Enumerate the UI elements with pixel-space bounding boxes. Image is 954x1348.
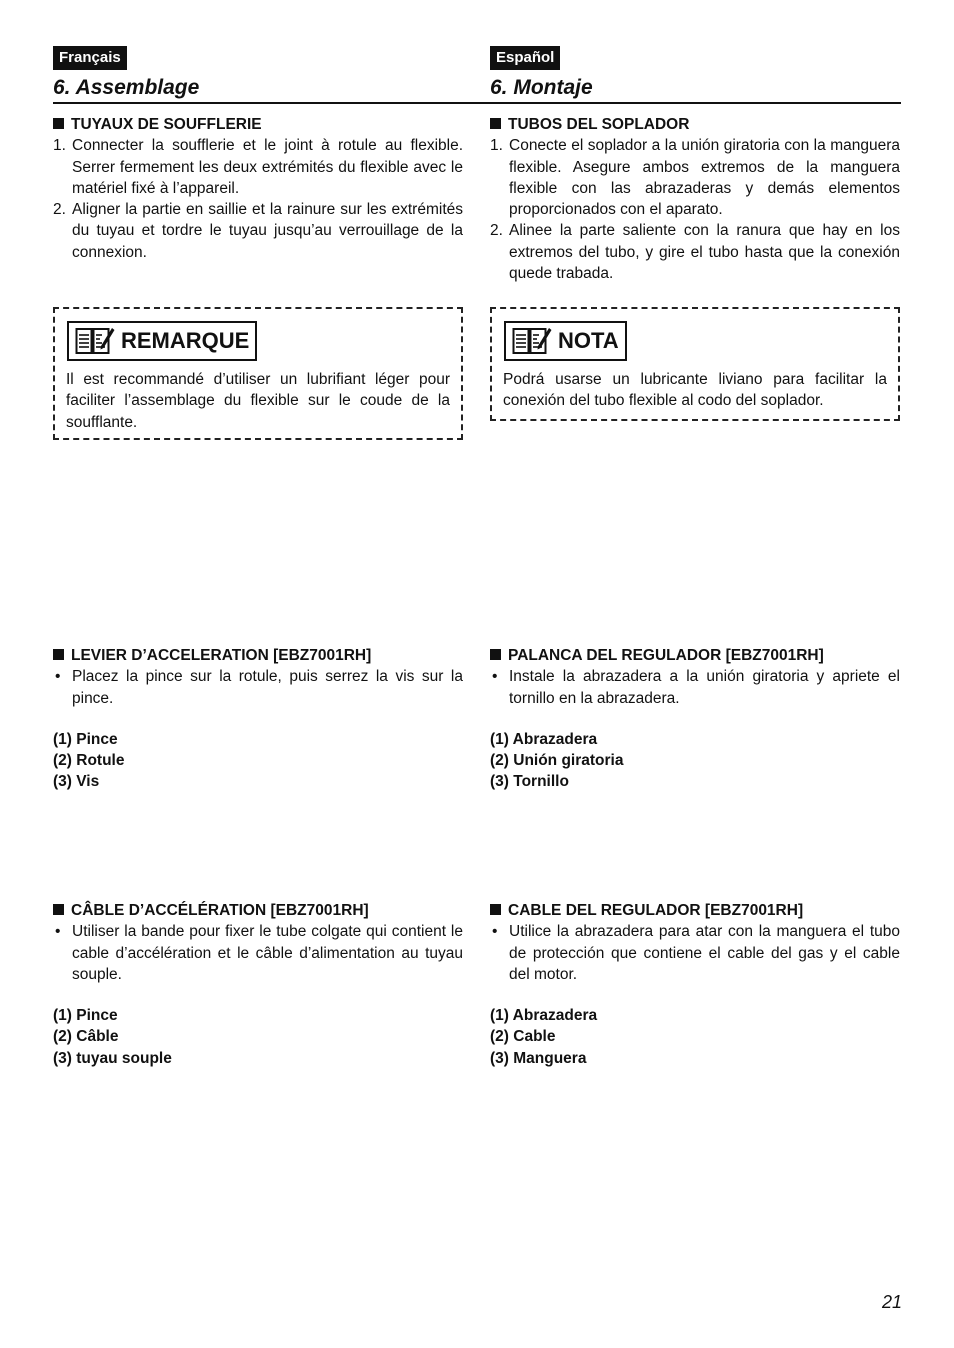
section-tubos-del-soplador: [490, 114, 900, 284]
part-label: (1) Pince: [53, 730, 118, 748]
language-tab-francais: Français: [53, 46, 127, 70]
part-label: (1) Pince: [53, 1007, 118, 1025]
list-item: 1. Conecte el soplador a la unión giratoria con la manguera flexible. Asegure ambos extremos de la manguera flexible con las abrazaderas y demás elementos proporcionados con el aparato.: [490, 137, 900, 219]
part-label: (1) Abrazadera: [490, 730, 598, 748]
part-label: (2) Rotule: [53, 752, 125, 770]
list-item: • Utilice la abrazadera para atar con la manguera el tubo de protección que contiene el cable del gas y el cable del motor.: [492, 923, 900, 983]
section-title-assemblage: 6. Assemblage: [53, 76, 200, 99]
notepad-pencil-icon: [75, 326, 115, 356]
note-text: Podrá usarse un lubricante liviano para facilitar la conexión del tubo flexible al codo del soplador.: [503, 371, 887, 410]
parts-list: [53, 1005, 463, 1069]
subsection-heading: TUYAUX DE SOUFFLERIE: [53, 114, 463, 135]
part-label: (3) Tornillo: [490, 773, 569, 791]
square-bullet-icon: [490, 904, 501, 915]
section-tuyaux-de-soufflerie: [53, 114, 463, 263]
language-tab-espanol: Español: [490, 46, 560, 70]
subsection-heading: CÂBLE D’ACCÉLÉRATION [EBZ7001RH]: [53, 900, 463, 921]
section-title-montaje: 6. Montaje: [490, 76, 593, 99]
header-rule: [53, 102, 901, 104]
subsection-heading: PALANCA DEL REGULADOR [EBZ7001RH]: [490, 645, 900, 666]
part-label: (3) Vis: [53, 773, 100, 791]
parts-list: [490, 1005, 900, 1069]
page-number: 21: [881, 1292, 902, 1312]
list-item: 2. Aligner la partie en saillie et la rainure sur les extrémités du tuyau et tordre le tuyau jusqu’au verrouillage de la connexion.: [53, 201, 463, 261]
square-bullet-icon: [53, 649, 64, 660]
column-francais: [53, 46, 463, 1067]
square-bullet-icon: [53, 118, 64, 129]
list-item: • Placez la pince sur la rotule, puis serrez la vis sur la pince.: [55, 668, 463, 707]
list-item: • Instale la abrazadera a la unión giratoria y apriete el tornillo en la abrazadera.: [492, 668, 900, 707]
note-heading: NOTA: [504, 321, 627, 361]
notepad-pencil-icon: [512, 326, 552, 356]
part-label: (2) Câble: [53, 1028, 119, 1046]
subsection-heading: TUBOS DEL SOPLADOR: [490, 114, 900, 135]
subsection-heading: CABLE DEL REGULADOR [EBZ7001RH]: [490, 900, 900, 921]
list-item: 1. Connecter la soufflerie et le joint à rotule au flexible. Serrer fermement les deux extrémités du flexible avec le matériel fixé à l’appareil.: [53, 137, 463, 197]
note-box-nota: [490, 307, 900, 421]
square-bullet-icon: [490, 118, 501, 129]
column-espanol: [490, 46, 900, 1067]
section-palanca-del-regulador: [490, 645, 900, 793]
section-levier-acceleration: [53, 645, 463, 793]
note-box-remarque: [53, 307, 463, 440]
list-item: 2. Alinee la parte saliente con la ranura que hay en los extremos del tubo, y gire el tubo hasta que la conexión quede trabada.: [490, 222, 900, 283]
square-bullet-icon: [490, 649, 501, 660]
part-label: (3) tuyau souple: [53, 1049, 172, 1067]
list-item: • Utiliser la bande pour fixer le tube colgate qui contient le cable d’accélération et le câble d’alimentation au tuyau souple.: [55, 923, 463, 983]
part-label: (2) Unión giratoria: [490, 752, 624, 770]
parts-list: [490, 729, 900, 793]
parts-list: [53, 729, 463, 793]
section-cable-acceleration: [53, 900, 463, 1069]
part-label: (2) Cable: [490, 1028, 556, 1046]
subsection-heading: LEVIER D’ACCELERATION [EBZ7001RH]: [53, 645, 463, 666]
part-label: (3) Manguera: [490, 1049, 587, 1067]
note-text: Il est recommandé d’utiliser un lubrifiant léger pour faciliter l’assemblage du flexible sur le coude de la soufflante.: [66, 371, 450, 431]
note-heading: REMARQUE: [67, 321, 257, 361]
section-cable-del-regulador: [490, 900, 900, 1069]
square-bullet-icon: [53, 904, 64, 915]
part-label: (1) Abrazadera: [490, 1007, 598, 1025]
